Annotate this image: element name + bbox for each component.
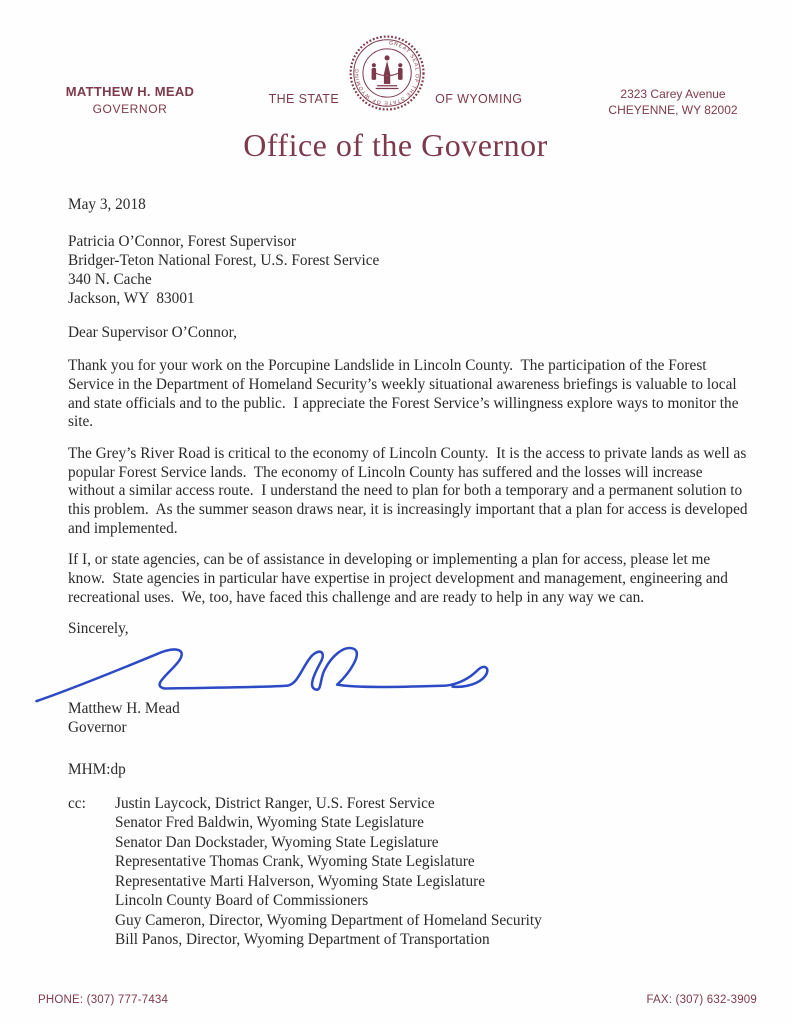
paragraph-2: The Grey’s River Road is critical to the economy of Lincoln County. It is the access to private lands as well as popular Forest Service lands. The economy of Lincoln County has suffered and the losses will increase without a similar access route. I understand the need to plan for both a temporary and a permanent solution to this problem. As the summer season draws near, it is increasingly important that a plan for access is developed and implemented. — [68, 444, 752, 537]
capitol-address-block — [583, 86, 763, 118]
cc-item: Bill Panos, Director, Wyoming Department of Transportation — [115, 931, 490, 948]
state-seal-row — [269, 32, 523, 114]
city-state-zip: CHEYENNE, WY 82002 — [608, 103, 738, 118]
governor-title: GOVERNOR — [92, 102, 168, 116]
signer-name: Matthew H. Mead — [68, 699, 180, 717]
closing: Sincerely, — [68, 620, 129, 638]
letter-date: May 3, 2018 — [68, 196, 146, 213]
recipient-line: Patricia O’Connor, Forest Supervisor — [68, 232, 296, 250]
cc-item: Lincoln County Board of Commissioners — [115, 892, 369, 909]
recipient-address-block — [68, 232, 748, 308]
salutation: Dear Supervisor O’Connor, — [68, 323, 237, 341]
footer-fax: FAX: (307) 632-3909 — [646, 994, 757, 1006]
cc-item: Senator Fred Baldwin, Wyoming State Legislature — [115, 814, 424, 831]
governor-name-block — [36, 84, 224, 116]
street-address: 2323 Carey Avenue — [620, 87, 726, 101]
signature — [26, 641, 748, 705]
cc-item: Representative Thomas Crank, Wyoming State Legislature — [115, 853, 475, 870]
letter-body — [68, 196, 752, 950]
cc-label: cc: — [68, 794, 86, 812]
governor-name: MATTHEW H. MEAD — [65, 84, 195, 99]
cc-item: Representative Marti Halverson, Wyoming State Legislature — [115, 872, 486, 890]
recipient-line: 340 N. Cache — [68, 270, 152, 288]
paragraph-1: Thank you for your work on the Porcupine Landslide in Lincoln County. The participation of the Forest Service in the Department of Homeland Security’s weekly situational awareness briefings is valuable to local and state officials and to the public. I appreciate the Forest Service’s willingness explore ways to monitor the site. — [68, 357, 743, 431]
letterhead — [0, 0, 791, 186]
handwritten-signature-icon — [26, 641, 526, 705]
seal-left-text: THE STATE — [268, 92, 340, 106]
recipient-line: Bridger-Teton National Forest, U.S. Forest Service — [68, 251, 380, 269]
seal-ring-text: GREAT SEAL OF THE STATE OF WYOMING — [354, 40, 420, 106]
cc-item: Guy Cameron, Director, Wyoming Department of Homeland Security — [115, 911, 542, 929]
reference-initials: MHM:dp — [68, 760, 126, 778]
recipient-line: Jackson, WY 83001 — [68, 289, 195, 307]
cc-block — [68, 794, 748, 950]
cc-item: Senator Dan Dockstader, Wyoming State Legislature — [115, 833, 439, 851]
footer-phone: PHONE: (307) 777-7434 — [38, 994, 169, 1006]
paragraph-3: If I, or state agencies, can be of assistance in developing or implementing a plan for access, please let me know. State agencies in particular have expertise in project development and management, engineering and recreational uses. We, too, have faced this challenge and are ready to help in any way we can. — [68, 551, 732, 606]
cc-item: Justin Laycock, District Ranger, U.S. Forest Service — [115, 794, 435, 812]
office-title: Office of the Governor — [243, 127, 548, 163]
seal-right-text: OF WYOMING — [435, 92, 523, 106]
wyoming-state-seal-icon — [346, 32, 428, 114]
signer-title: Governor — [68, 718, 127, 736]
cc-list — [115, 794, 542, 950]
